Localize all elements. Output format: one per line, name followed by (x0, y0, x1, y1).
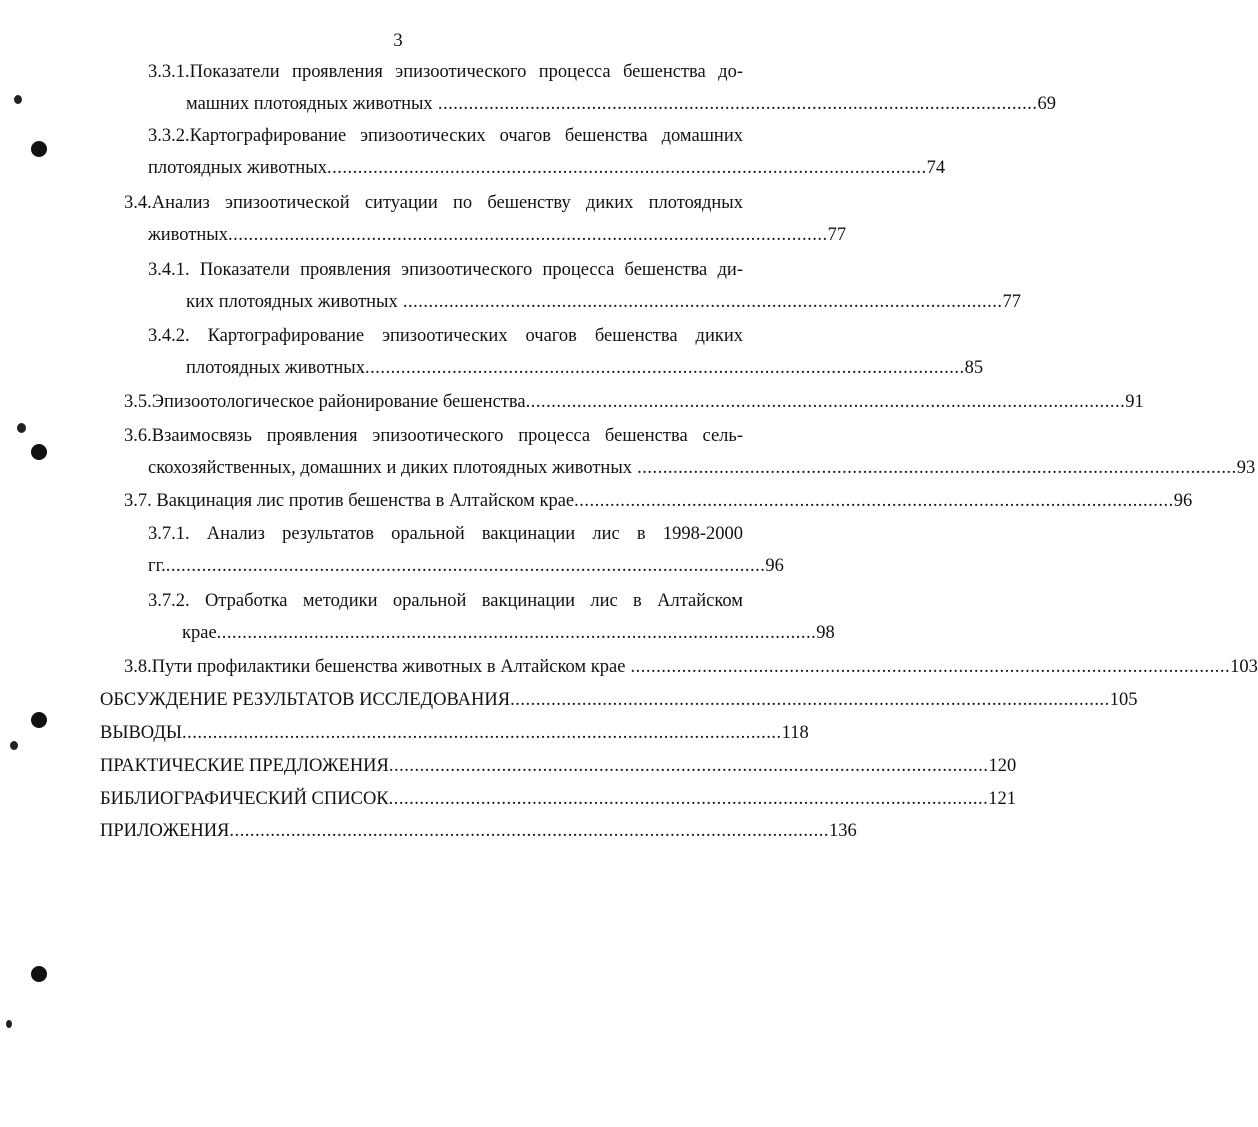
toc-entry-text: животных (148, 225, 228, 245)
toc-entry-3-3-2-line2: плотоядных животных ..................................................................................................................... 74 (148, 152, 743, 184)
toc-entry-3-3-2-line1: 3.3.2.Картографирование эпизоотических очагов бешенства домашних (148, 126, 743, 146)
toc-page-number: 118 (781, 723, 809, 743)
toc-entry-text: скохозяйственных, домашних и диких плотоядных животных (148, 458, 633, 478)
toc-page-number: 105 (1109, 690, 1138, 710)
toc-entry-text: ОБСУЖДЕНИЕ РЕЗУЛЬТАТОВ ИССЛЕДОВАНИЯ (100, 690, 511, 710)
page-number: 3 (393, 30, 403, 51)
scan-speck (10, 741, 18, 750)
punch-hole-mark (31, 444, 47, 460)
toc-entry-3-4-1-line2: ких плотоядных животных ..................................................................................................................... 77 (186, 286, 743, 318)
toc-entry-3-8: 3.8.Пути профилактики бешенства животных в Алтайском крае ..................................................................................................................... 103 (124, 651, 743, 683)
toc-entry-text: гг. (148, 556, 166, 576)
toc-entry-3-6-line1: 3.6.Взаимосвязь проявления эпизоотического процесса бешенства сель- (124, 426, 743, 446)
toc-entry-conclusions: ВЫВОДЫ ..................................................................................................................... 118 (100, 717, 743, 749)
toc-entry-appendices: ПРИЛОЖЕНИЯ ..................................................................................................................... 136 (100, 815, 743, 847)
toc-entry-text: ких плотоядных животных (186, 292, 398, 312)
toc-entry-text: крае (182, 623, 217, 643)
toc-entry-3-4-1-line1: 3.4.1. Показатели проявления эпизоотического процесса бешенства ди- (148, 260, 743, 280)
toc-entry-3-7-1-line2: гг. ..................................................................................................................... 96 (148, 550, 743, 582)
toc-entry-text: ВЫВОДЫ (100, 723, 183, 743)
toc-entry-3-3-1-line2: машних плотоядных животных ..................................................................................................................... 69 (186, 88, 743, 120)
punch-hole-mark (31, 141, 47, 157)
toc-entry-3-7-2-line2: крае ..................................................................................................................... 98 (182, 617, 743, 649)
punch-hole-mark (31, 966, 47, 982)
toc-entry-3-4-2-line1: 3.4.2. Картографирование эпизоотических очагов бешенства диких (148, 326, 743, 346)
toc-page-number: 91 (1125, 392, 1144, 412)
scan-speck (14, 95, 22, 104)
toc-entry-3-4-line1: 3.4.Анализ эпизоотической ситуации по бешенству диких плотоядных (124, 193, 743, 213)
scan-speck (17, 423, 26, 433)
toc-entry-3-4-2-line2: плотоядных животных ..................................................................................................................... 85 (186, 352, 743, 384)
toc-entry-text: БИБЛИОГРАФИЧЕСКИЙ СПИСОК (100, 789, 389, 809)
toc-entry-bibliography: БИБЛИОГРАФИЧЕСКИЙ СПИСОК ..................................................................................................................... 121 (100, 783, 743, 815)
toc-entry-3-4-line2: животных ..................................................................................................................... 77 (148, 219, 743, 251)
toc-page-number: 103 (1230, 657, 1258, 677)
toc-page-number: 120 (988, 756, 1017, 776)
toc-page-number: 77 (1002, 292, 1021, 312)
toc-page-number: 121 (988, 789, 1017, 809)
toc-page-number: 98 (816, 623, 835, 643)
toc-entry-3-7-1-line1: 3.7.1. Анализ результатов оральной вакцинации лис в 1998-2000 (148, 524, 743, 544)
toc-entry-text: 3.5.Эпизоотологическое районирование бешенства (124, 392, 526, 412)
toc-entry-3-7: 3.7. Вакцинация лис против бешенства в Алтайском крае ..................................................................................................................... 96 (124, 485, 743, 517)
toc-entry-text: 3.8.Пути профилактики бешенства животных в Алтайском крае (124, 657, 626, 677)
toc-entry-3-5: 3.5.Эпизоотологическое районирование бешенства ..................................................................................................................... 91 (124, 386, 743, 418)
toc-page-number: 69 (1037, 94, 1056, 114)
toc-entry-text: ПРАКТИЧЕСКИЕ ПРЕДЛОЖЕНИЯ (100, 756, 389, 776)
toc-page-number: 136 (829, 821, 857, 841)
toc-entry-text: плотоядных животных (148, 158, 327, 178)
scan-speck (6, 1020, 12, 1028)
toc-entry-3-6-line2: скохозяйственных, домашних и диких плотоядных животных ..................................................................................................................... 93 (148, 452, 743, 484)
toc-entry-text: плотоядных животных (186, 358, 365, 378)
toc-entry-3-7-2-line1: 3.7.2. Отработка методики оральной вакцинации лис в Алтайском (148, 591, 743, 611)
toc-entry-practical-proposals: ПРАКТИЧЕСКИЕ ПРЕДЛОЖЕНИЯ ..................................................................................................................... 120 (100, 750, 743, 782)
toc-entry-3-3-1-line1: 3.3.1.Показатели проявления эпизоотического процесса бешенства до- (148, 62, 743, 82)
toc-page-number: 85 (964, 358, 984, 378)
toc-page-number: 96 (1173, 491, 1193, 511)
toc-page-number: 77 (827, 225, 847, 245)
toc-entry-text: машних плотоядных животных (186, 94, 433, 114)
toc-entry-text: ПРИЛОЖЕНИЯ (100, 821, 230, 841)
toc-entry-text: 3.7. Вакцинация лис против бешенства в Алтайском крае (124, 491, 575, 511)
toc-entry-discussion: ОБСУЖДЕНИЕ РЕЗУЛЬТАТОВ ИССЛЕДОВАНИЯ ..................................................................................................................... 105 (100, 684, 743, 716)
toc-page-number: 93 (1236, 458, 1256, 478)
punch-hole-mark (31, 712, 47, 728)
toc-page-number: 74 (926, 158, 946, 178)
toc-page-number: 96 (765, 556, 784, 576)
